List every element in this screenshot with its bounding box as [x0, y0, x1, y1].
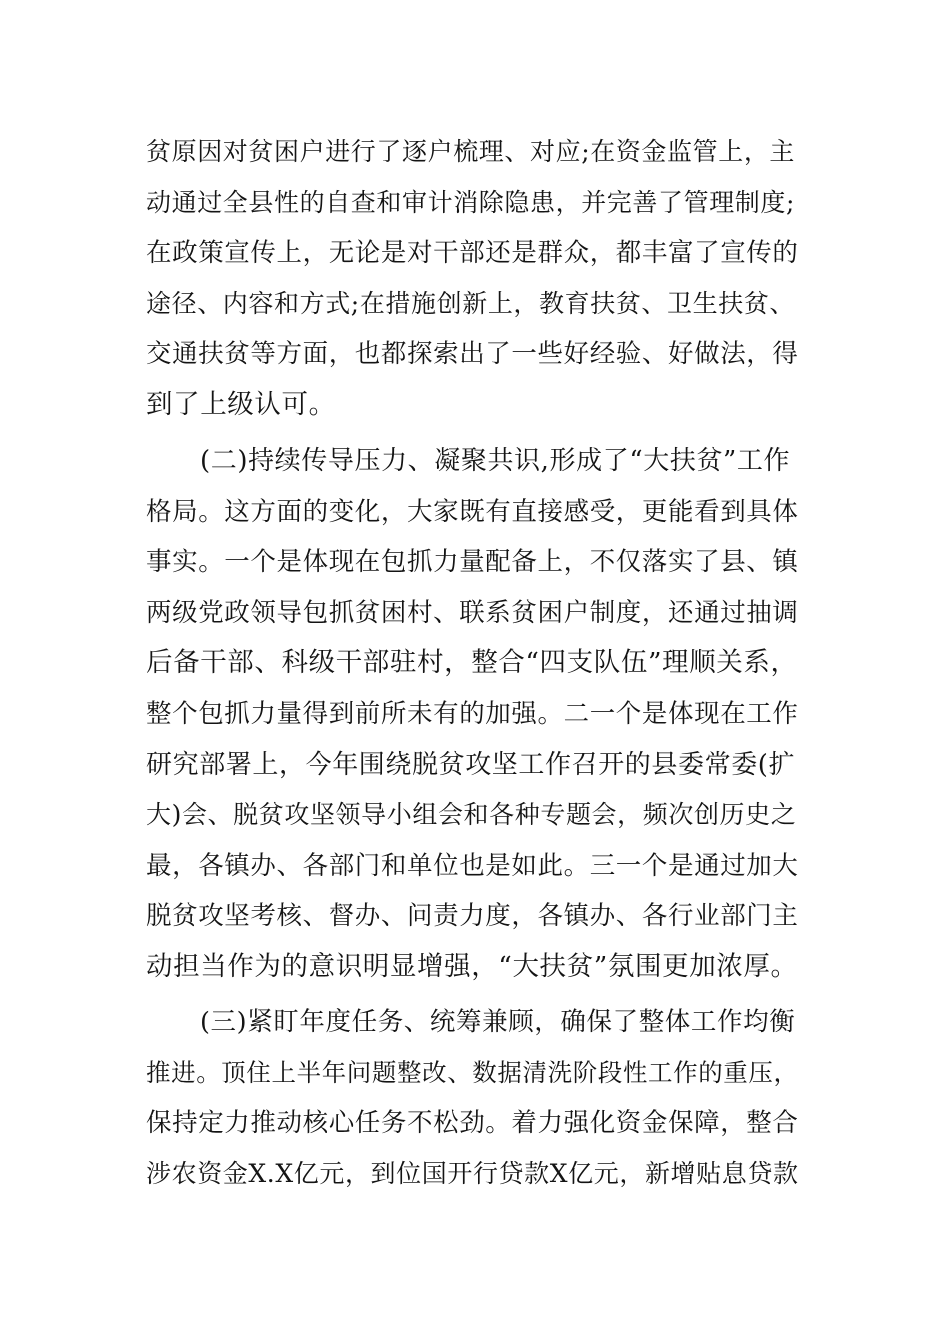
text-line: 动通过全县性的自查和审计消除隐患，并完善了管理制度; — [146, 188, 796, 217]
text-line: 整个包抓力量得到前所未有的加强。二一个是体现在工作 — [146, 699, 799, 729]
text-line: 两级党政领导包抓贫困村、联系贫困户制度，还通过抽调 — [146, 598, 799, 628]
text-line: 后备干部、科级干部驻村，整合“四支队伍”理顺关系， — [146, 647, 798, 678]
text-line: 动担当作为的意识明显增强，“大扶贫”氛围更加浓厚。 — [146, 951, 798, 982]
text-line: 最，各镇办、各部门和单位也是如此。三一个是通过加大 — [146, 851, 799, 881]
text-line: 途径、内容和方式;在措施创新上，教育扶贫、卫生扶贫、 — [146, 289, 796, 318]
text-line: 格局。这方面的变化，大家既有直接感受，更能看到具体 — [146, 497, 799, 527]
text-line: (三)紧盯年度任务、统筹兼顾，确保了整体工作均衡 — [200, 1007, 796, 1037]
text-line: 贫原因对贫困户进行了逐户梳理、对应;在资金监管上，主 — [146, 137, 796, 166]
text-line: 脱贫攻坚考核、督办、问责力度，各镇办、各行业部门主 — [146, 901, 799, 931]
text-line: 交通扶贫等方面，也都探索出了一些好经验、好做法，得 — [146, 339, 799, 369]
text-line: 到了上级认可。 — [146, 389, 336, 420]
text-line: 推进。顶住上半年问题整改、数据清洗阶段性工作的重压， — [146, 1058, 799, 1087]
text-line: 研究部署上，今年围绕脱贫攻坚工作召开的县委常委(扩 — [146, 750, 796, 780]
text-line: (二)持续传导压力、凝聚共识,形成了“大扶贫”工作 — [200, 446, 791, 476]
text-line: 大)会、脱贫攻坚领导小组会和各种专题会，频次创历史之 — [146, 800, 797, 829]
text-line: 涉农资金X.X亿元，到位国开行贷款X亿元，新增贴息贷款 — [146, 1159, 799, 1188]
text-line: 在政策宣传上，无论是对干部还是群众，都丰富了宣传的 — [146, 238, 799, 268]
text-line: 保持定力推动核心任务不松劲。着力强化资金保障，整合 — [146, 1108, 799, 1138]
text-line: 事实。一个是体现在包抓力量配备上，不仅落实了县、镇 — [146, 547, 799, 577]
